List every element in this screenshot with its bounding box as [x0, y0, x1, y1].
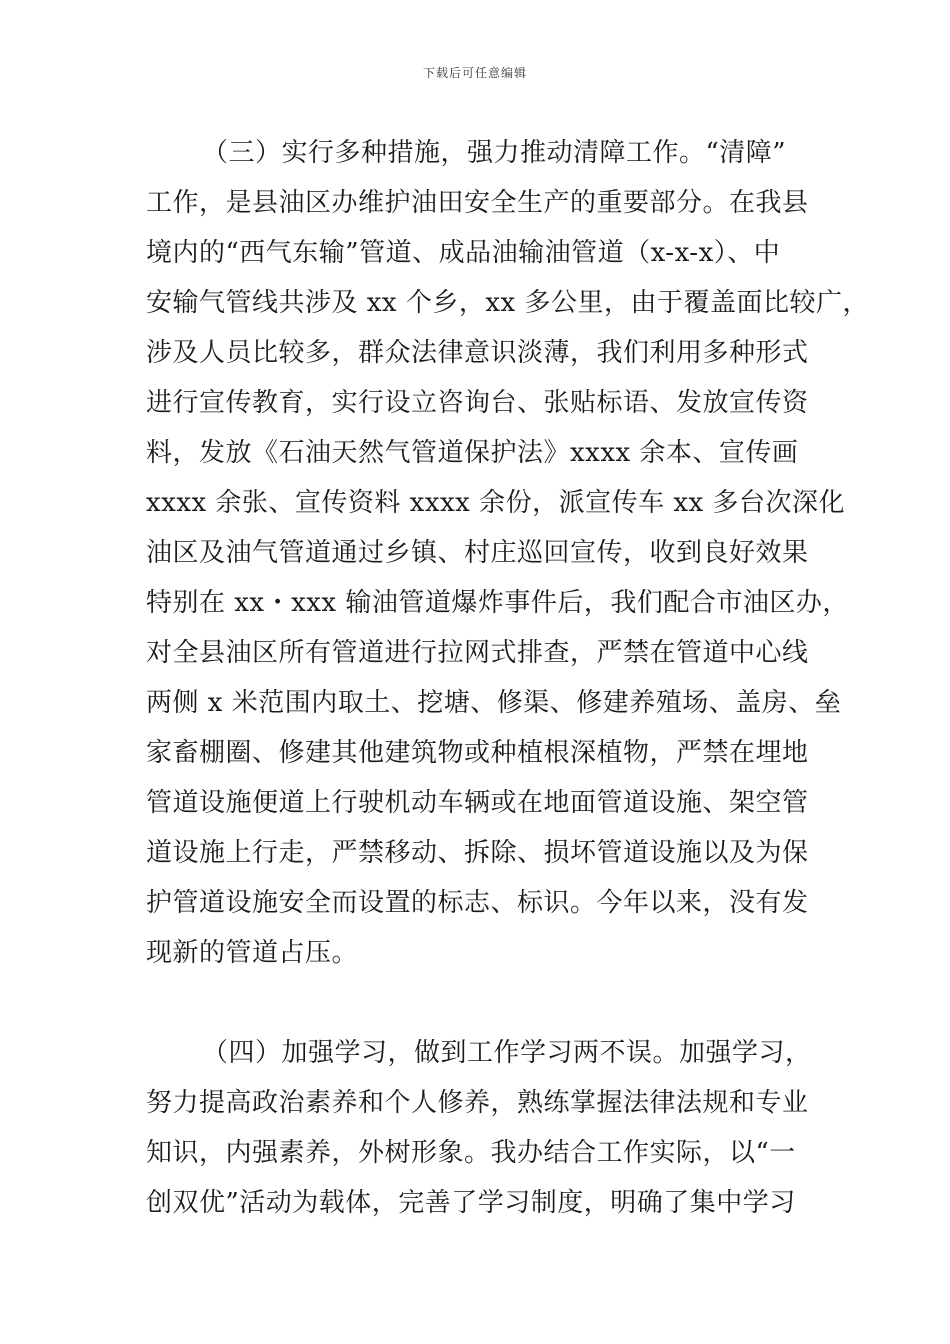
paragraph-line: 现新的管道占压。 — [146, 938, 359, 968]
paragraph-line: 特别在 xx・xxx 输油管道爆炸事件后，我们配合市油区办， — [146, 588, 849, 618]
paragraph-spacer — [146, 978, 818, 1028]
paragraph-line: 安输气管线共涉及 xx 个乡，xx 多公里，由于覆盖面比较广， — [146, 288, 869, 318]
paragraph-line: 对全县油区所有管道进行拉网式排查，严禁在管道中心线 — [146, 638, 809, 668]
paragraph-line: 知识，内强素养，外树形象。我办结合工作实际，以“一 — [146, 1138, 796, 1168]
paragraph-line: 道设施上行走，严禁移动、拆除、损坏管道设施以及为保 — [146, 838, 809, 868]
paragraph-line: （三）实行多种措施，强力推动清障工作。“清障” — [202, 138, 787, 168]
paragraph-line: 工作，是县油区办维护油田安全生产的重要部分。在我县 — [146, 188, 809, 218]
paragraph-line: （四）加强学习，做到工作学习两不误。加强学习， — [202, 1038, 812, 1068]
paragraph-line: xxxx 余张、宣传资料 xxxx 余份，派宣传车 xx 多台次深化 — [146, 488, 845, 518]
paragraph-line: 料，发放《石油天然气管道保护法》xxxx 余本、宣传画 — [146, 438, 799, 468]
paragraph-line: 涉及人员比较多，群众法律意识淡薄，我们利用多种形式 — [146, 338, 809, 368]
document-body — [146, 128, 869, 1228]
paragraph-line: 境内的“西气东输”管道、成品油输油管道（x-x-x）、中 — [146, 238, 781, 268]
page-header: 下载后可任意编辑 — [422, 66, 527, 80]
paragraph-line: 两侧 x 米范围内取土、挖塘、修渠、修建养殖场、盖房、垒 — [146, 688, 842, 718]
paragraph-four — [146, 1028, 818, 1228]
paragraph-line: 管道设施便道上行驶机动车辆或在地面管道设施、架空管 — [146, 788, 809, 818]
paragraph-line: 油区及油气管道通过乡镇、村庄巡回宣传，收到良好效果 — [146, 538, 809, 568]
paragraph-line: 护管道设施安全而设置的标志、标识。今年以来，没有发 — [146, 888, 809, 918]
paragraph-line: 创双优”活动为载体，完善了学习制度，明确了集中学习 — [146, 1188, 796, 1218]
paragraph-three — [146, 128, 869, 978]
paragraph-line: 家畜棚圈、修建其他建筑物或种植根深植物，严禁在埋地 — [146, 738, 809, 768]
paragraph-line: 努力提高政治素养和个人修养，熟练掌握法律法规和专业 — [146, 1088, 809, 1118]
paragraph-line: 进行宣传教育，实行设立咨询台、张贴标语、发放宣传资 — [146, 388, 809, 418]
